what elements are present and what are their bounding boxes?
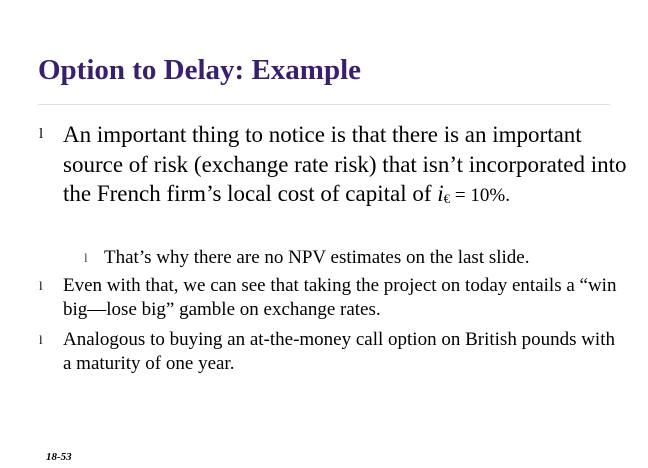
title-divider <box>38 104 610 105</box>
bullet-text: An important thing to notice is that there is an important source of risk (exchange rate risk) that isn’t incorporated into the French firm’s local cost of capital of <box>63 122 627 206</box>
sub-bullet-text: That’s why there are no NPV estimates on the last slide. <box>104 247 530 268</box>
bullet-icon: l <box>39 126 44 142</box>
bullet-icon: l <box>39 278 43 293</box>
bullet-item-exchange-rate-risk <box>39 120 628 212</box>
slide-title: Option to Delay: Example <box>38 54 362 86</box>
bullet-icon: l <box>39 332 43 347</box>
bullet-text: Analogous to buying an at-the-money call option on British pounds with a maturity of one year. <box>63 329 615 374</box>
sub-bullet-item-npv <box>84 246 624 270</box>
bullet-text: Even with that, we can see that taking the project on today entails a “win big—lose big” gamble on exchange rates. <box>63 275 617 320</box>
bullet-item-call-option-analogy <box>39 328 628 376</box>
rate-value: = 10%. <box>450 185 510 206</box>
interest-rate-symbol: i <box>437 181 444 206</box>
bullet-item-win-big-lose-big <box>39 274 628 322</box>
sub-bullet-icon: l <box>84 250 88 265</box>
slide-number: 18-53 <box>46 451 72 463</box>
euro-subscript: € <box>443 191 451 206</box>
